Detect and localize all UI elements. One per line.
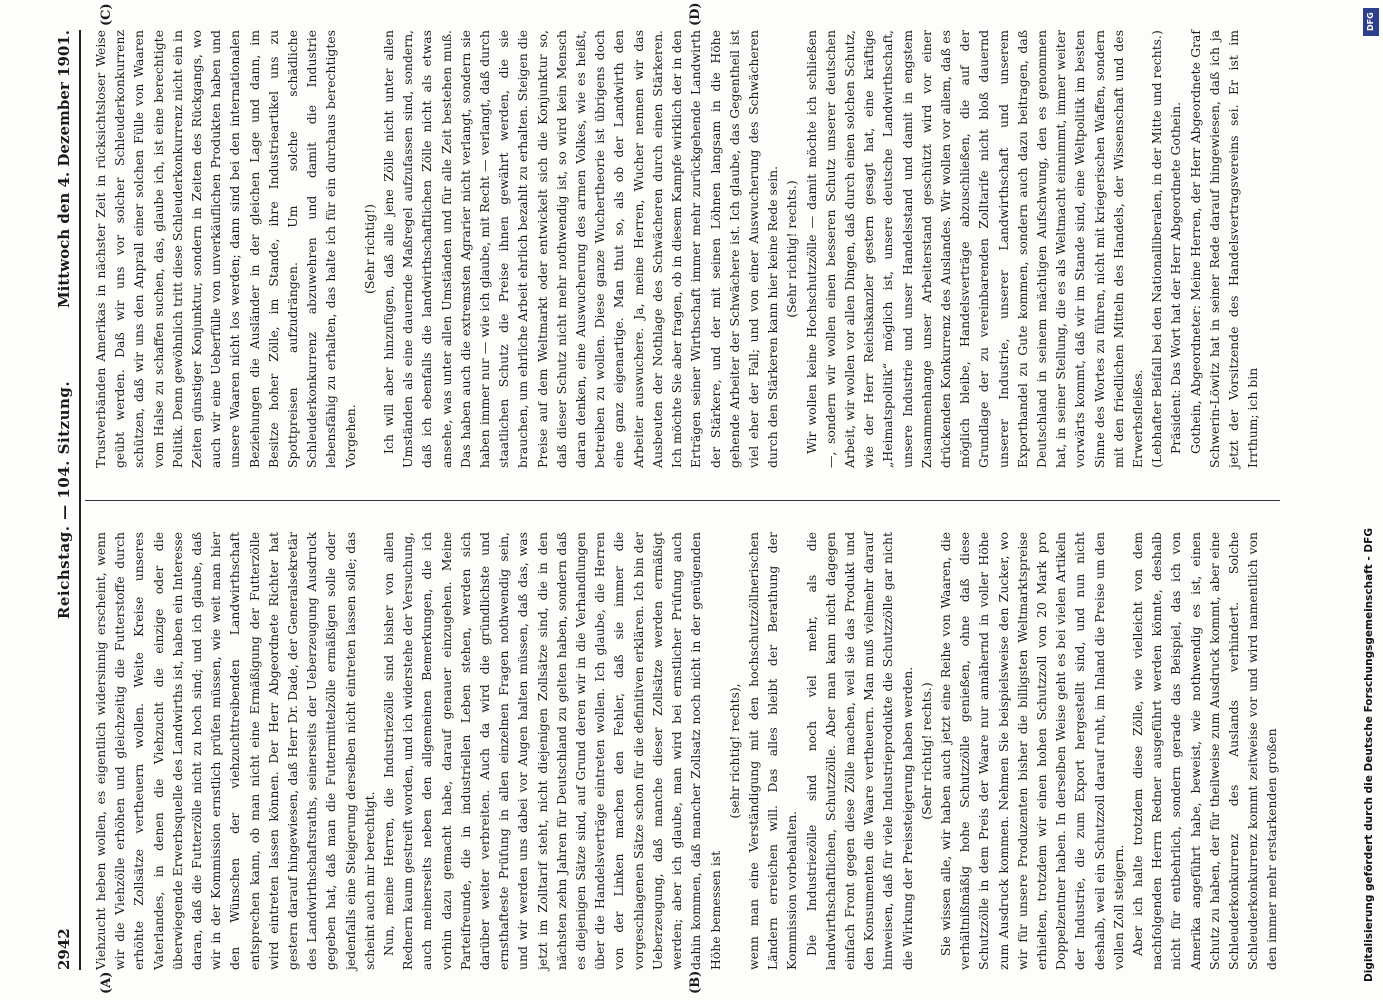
newspaper-sheet xyxy=(53,2,1343,994)
interjection: (Sehr richtig! rechts.) xyxy=(918,682,934,820)
paragraph: Nun, meine Herren, die Industriezölle sind bisher von allen Rednern kaum gestreift worden, und ich widerstehe der Versuchung, auch meinerseits neben den allgemeinen Bemerkungen, die ich vorhin dazu gemacht habe, darauf genauer einzugehen. Meine Parteifreunde, die in industriellen Leben stehen, werden sich darüber weiter verbreiten. Auch da wird die gründlichste und ernsthafteste Prüfung in allen einzelnen Fragen nothwendig sein, und wir werden uns dabei vor Augen halten müssen, daß das, was jetzt im Zolltarif steht, nicht diejenigen Zollsätze sind, die in den nächsten zehn Jahren für Deutschland zu gelten haben, sondern daß es diejenigen Sätze sind, auf Grund deren wir in die Verhandlungen über die Handelsverträge eintreten wollen. Ich glaube, die Herren von der Linken machen den Fehler, daß sie immer die vorgeschlagenen Sätze schon für die definitiven erklären. Ich bin der Ueberzeugung, daß manche dieser Zollsätze werden ermäßigt werden; aber ich glaube, man wird bei ernstlicher Prüfung auch dahin kommen, daß mancher Zollsatz noch nicht in der genügenden Höhe bemessen ist xyxy=(381,532,723,970)
interjection: (Lebhafter Beifall bei den Nationalliberalen, in der Mitte und rechts.) xyxy=(1149,30,1165,468)
speaker-paragraph: Präsident: Das Wort hat der Herr Abgeordnete Gothein. xyxy=(1168,101,1184,454)
paragraph: Die Industriezölle sind noch viel mehr, als die landwirthschaftlichen, Schutzzölle. Aber man kann nicht dagegen einfach Front gegen diese Zölle machen, weil sie das Produkt und den Konsumenten die Waare vertheuern. Man muß vielmehr darauf hinweisen, daß für viele Industrieprodukte die Schutzzölle gar nicht die Wirkung der Preissteigerung haben werden. xyxy=(803,532,915,970)
left-column xyxy=(91,532,1280,970)
session-date: Mittwoch den 4. Dezember 1901. xyxy=(55,30,73,308)
digitisation-notice: Digitalisierung gefördert durch die Deutsche Forschungsgemeinschaft - DFG xyxy=(1363,528,1375,982)
margin-mark-d: (D) xyxy=(688,2,703,26)
margin-mark-b: (B) xyxy=(688,970,703,994)
paragraph: wenn man eine Verständigung mit den hochschutzzöllnerischen Ländern erreichen will. Das alles bleibt der Berathung der Kommission vorbehalten. xyxy=(745,532,800,970)
column-divider xyxy=(85,500,1280,501)
speaker-paragraph: Gothein, Abgeordneter: Meine Herren, der Herr Abgeordnete Graf Schwerin-Löwitz hat in seiner Rede darauf hingewiesen, daß ich ja jetzt der Vorsitzende des Handelsvertragsvereins sei. Er ist im Irrthum; ich bin xyxy=(1187,30,1261,468)
dfg-logo: DFG xyxy=(1363,8,1379,36)
margin-mark-c: (C) xyxy=(99,3,114,26)
page-header xyxy=(53,30,79,970)
paragraph: Wir wollen keine Hochschutzzölle — damit möchte ich schließen —, sondern wir wollen einen besseren Schutz unserer deutschen Arbeit, wir wollen vor allen Dingen, daß durch einen solchen Schutz, wie der Herr Reichskanzler gestern gesagt hat, eine kräftige „Heimatspolitik“ möglich ist, unsere deutsche Landwirthschaft, unsere Industrie und unser Handelsstand und damit in engstem Zusammenhange unser Arbeiterstand geschützt wird vor einer drückenden Konkurrenz des Auslandes. Wir wollen vor allem, daß es möglich bleibe, Handelsverträge abzuschließen, die auf der Grundlage der zu vereinbarenden Zolltarife nicht bloß dauernd unserer Industrie, unserer Landwirthschaft und unserem Exporthandel zu Gute kommen, sondern auch dazu beitragen, daß Deutschland in seinem mächtigen Aufschwung, den es genommen hat, in seiner Stellung, die es als Weltmacht einnimmt, immer weiter vorwärts kommt, daß wir im Stande sind, eine Weltpolitik im besten Sinne des Wortes zu führen, nicht mit kriegerischen Waffen, sondern mit den friedlichen Mitteln des Handels, der Wissenschaft und des Erwerbsfleißes. xyxy=(803,30,1145,468)
paragraph: Ich will aber hinzufügen, daß alle jene Zölle nicht unter allen Umständen als eine dauernde Maßregel aufzufassen sind, sondern, daß ich ebenfalls die landwirthschaftlichen Zölle nicht als etwas ansehe, was unter allen Umständen und für alle Zeit bestehen muß. Das haben auch die extremsten Agrarier nicht verlangt, sondern sie haben immer nur — wie ich glaube, mit Recht — verlangt, daß durch staatlichen Schutz die Preise ihnen gewährt werden, die sie brauchen, um ehrliche Arbeit ehrlich bezahlt zu erhalten. Steigen die Preise auf dem Weltmarkt oder entwickelt sich die Konjunktur so, daß dieser Schutz nicht mehr nothwendig ist, so wird kein Mensch daran denken, eine Auswucherung des armen Volkes, wie es heißt, betreiben zu wollen. Diese ganze Wuchertheorie ist übrigens doch eine ganz eigenartige. Man thut so, als ob der Landwirth den Arbeiter auswuchere. Ja, meine Herren, Wucher nennen wir das Ausbeuten der Nothlage des Schwächeren durch einen Stärkeren. Ich möchte Sie aber fragen, ob in diesem Kampfe wirklich der in den Erträgen seiner Wirthschaft immer mehr zurückgehende Landwirth der Stärkere, und der mit seinen Löhnen langsam in die Höhe gehende Arbeiter der Schwächere ist. Ich glaube, das Gegentheil ist viel eher der Fall; und von einer Auswucherung des Schwächeren durch den Stärkeren kann hier keine Rede sein. xyxy=(381,30,781,468)
right-column xyxy=(91,30,1271,468)
paragraph: Trustverbänden Amerikas in nächster Zeit in rücksichtsloser Weise geübt werden. Daß wir uns vor solcher Schleuderkonkurrenz schützen, daß wir uns den Anprall einer solchen Fülle von Waaren vom Halse zu schaffen suchen, das, glaube ich, ist eine berechtigte Politik. Denn gewöhnlich tritt diese Schleuderkonkurrenz nicht ein in Zeiten günstiger Konjunktur, sondern in Zeiten des Rückgangs, wo auch wir eine Ueberfülle von unverkäuflichen Produkten haben und unsere Waaren nicht los werden; dann sind bei den internationalen Beziehungen die Ausländer in der gleichen Lage und dann, im Besitze hoher Zölle, im Stande, ihre Industrieartikel uns zu Spottpreisen aufzudrängen. Um solche schädliche Schleuderkonkurrenz abzuwehren und damit die Industrie lebensfähig zu erhalten, das halte ich für ein durchaus berechtigtes Vorgehen. xyxy=(93,30,358,468)
paragraph: Sie wissen alle, wir haben auch jetzt eine Reihe von Waaren, die verhältnißmäßig hohe Schutzzölle genießen, ohne daß diese Schutzzölle in dem Preis der Waare nur annähernd in voller Höhe zum Ausdruck kommen. Nehmen Sie beispielsweise den Zucker, wo wir für unsere Produzenten bisher die billigsten Weltmarktspreise erhielten, trotzdem wir einen hohen Schutzzoll von 20 Mark pro Doppelzentner haben. In derselben Weise geht es bei vielen Artikeln der Industrie, die zum Export hergestellt sind, und nun nicht deshalb, weil ein Schutzzoll darauf ruht, im Inland die Preise um den vollen Zoll steigern. xyxy=(937,532,1126,970)
interjection: (Sehr richtig! rechts.) xyxy=(784,180,800,318)
paragraph: Viehzucht heben wollen, es eigentlich widersinnig erscheint, wenn wir die Viehzölle erhöhen und gleichzeitig die Futterstoffe durch erhöhte Zollsätze vertheuern wollen. Weite Kreise unseres Vaterlandes, in denen die Viehzucht die einzige oder die überwiegende Erwerbsquelle des Landwirths ist, haben ein Interesse daran, daß die Futterzölle nicht zu hoch sind; und ich glaube, daß wir in der Kommission ernstlich prüfen müssen, wie weit man hier den Wünschen der viehzuchttreibenden Landwirthschaft entsprechen kann, ob man nicht eine Ermäßigung der Futterzölle wird eintreten lassen können. Der Herr Abgeordnete Richter hat gestern darauf hingewiesen, daß Herr Dr. Dade, der Generalsekretär des Landwirthschaftsraths, seinerseits der Ueberzeugung Ausdruck gegeben hat, daß man die Futtermittelzölle ermäßigen solle oder jedenfalls eine Steigerung derselben nicht eintreten lassen solle; das scheint auch mir berechtigt. xyxy=(93,532,377,970)
margin-mark-a: (A) xyxy=(99,971,114,994)
interjection: (Sehr richtig!) xyxy=(361,204,377,294)
interjection: (sehr richtig! rechts), xyxy=(726,683,742,819)
paragraph: Aber ich halte trotzdem diese Zölle, wie vielleicht von dem nachfolgenden Herrn Redner ausgeführt werden könnte, deshalb nicht für entbehrlich, sondern gerade das Beispiel, das ich von Amerika angeführt habe, beweist, wie nothwendig es ist, einen Schutz zu haben, der für theilweise zum Ausdruck kommt, aber eine Schleuderkonkurrenz des Auslands verhindert. Solche Schleuderkonkurrenz kommt zeitweise vor und wird namentlich von den immer mehr erstarkenden großen xyxy=(1129,532,1280,970)
session-title: Reichstag. — 104. Sitzung. xyxy=(55,380,73,620)
header-rule xyxy=(79,30,81,970)
page-number: 2942 xyxy=(55,928,73,970)
